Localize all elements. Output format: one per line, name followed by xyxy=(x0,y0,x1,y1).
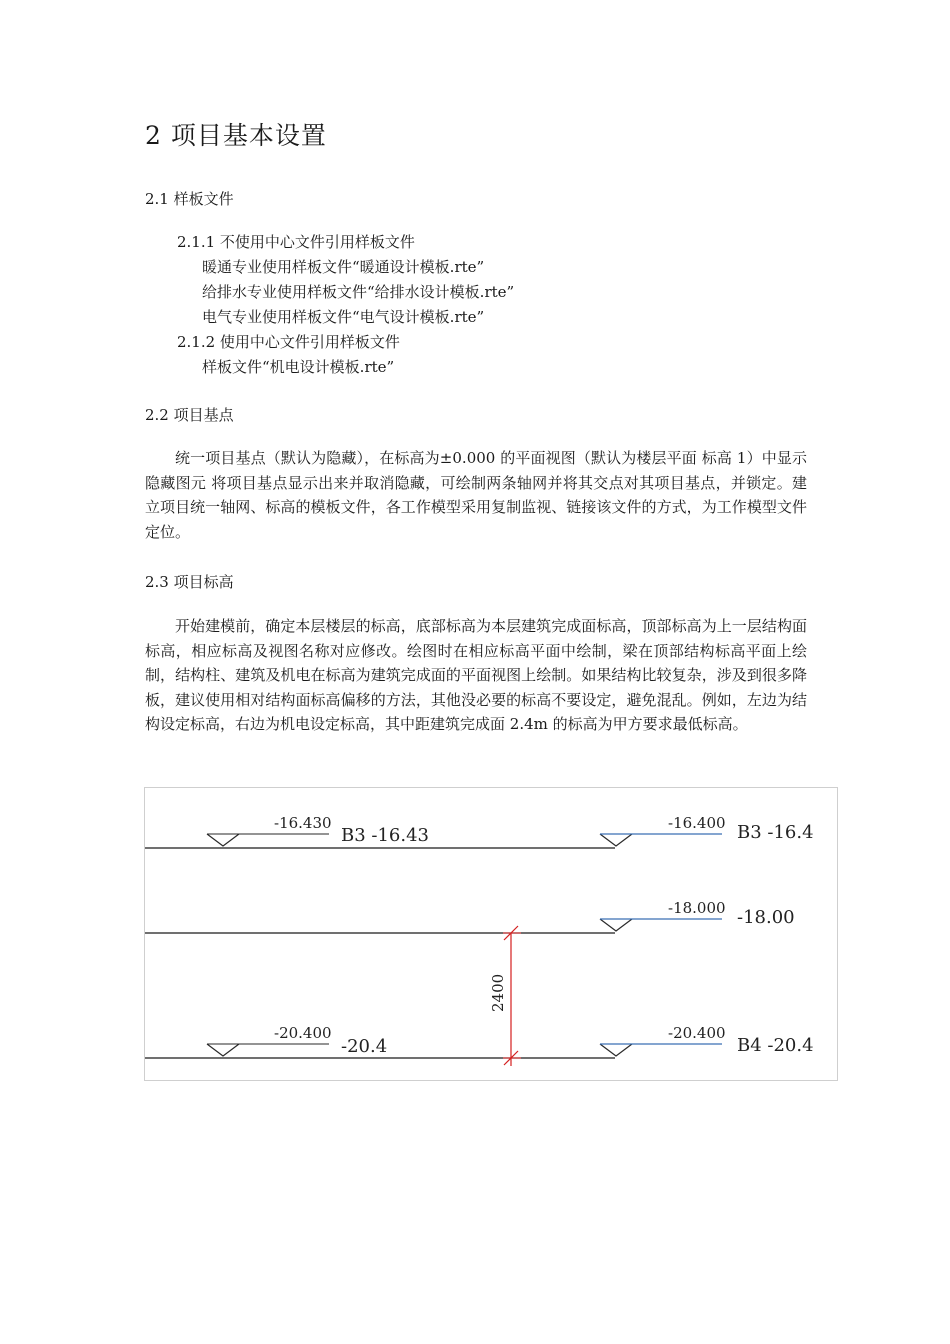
list-item: 样板文件“机电设计模板.rte” xyxy=(202,358,395,376)
level-value-left-b4: -20.400 xyxy=(274,1024,332,1042)
level-marker-right-18 xyxy=(600,919,722,931)
level-value-right-18: -18.000 xyxy=(668,899,726,917)
level-value-left-b3: -16.430 xyxy=(274,814,332,832)
heading-2-1: 2.1 样板文件 xyxy=(145,190,234,208)
level-name-left-b4: -20.4 xyxy=(341,1036,388,1057)
paragraph-levels: 开始建模前，确定本层楼层的标高，底部标高为本层建筑完成面标高，顶部标高为上一层结构面标高，相应标高及视图名称对应修改。绘图时在相应标高平面中绘制，梁在顶部结构标高平面上绘制，结构柱、建筑及机电在标高为建筑完成面的平面视图上绘制。如果结构比较复杂，涉及到很多降板，建议使用相对结构面标高偏移的方法，其他没必要的标高不要设定，避免混乱。例如，左边为结构设定标高，右边为机电设定标高，其中距建筑完成面 2.4m 的标高为甲方要求最低标高。 xyxy=(145,617,807,733)
level-name-right-b4: B4 -20.4 xyxy=(737,1035,814,1056)
dimension-label: 2400 xyxy=(489,973,507,1012)
heading-2-1-1: 2.1.1 不使用中心文件引用样板文件 xyxy=(177,233,415,251)
level-marker-right-b4 xyxy=(600,1044,722,1056)
level-marker-left-b3 xyxy=(207,834,329,846)
level-name-right-18: -18.00 xyxy=(737,907,795,928)
dimension-2400 xyxy=(489,926,521,1066)
heading-2-3: 2.3 项目标高 xyxy=(145,573,234,591)
level-value-right-b3: -16.400 xyxy=(668,814,726,832)
paragraph-base-point: 统一项目基点（默认为隐藏），在标高为±0.000 的平面视图（默认为楼层平面 标高 1）中显示隐藏图元 将项目基点显示出来并取消隐藏，可绘制两条轴网并将其交点对其项目基点，并锁定。建立项目统一轴网、标高的模板文件，各工作模型采用复制监视、链接该文件的方式，为工作模型文件定位。 xyxy=(145,449,807,541)
level-marker-right-b3 xyxy=(600,834,722,846)
heading-2-2: 2.2 项目基点 xyxy=(145,406,234,424)
level-diagram-svg xyxy=(145,788,839,1082)
list-item: 给排水专业使用样板文件“给排水设计模板.rte” xyxy=(202,283,515,301)
heading-2-1-2: 2.1.2 使用中心文件引用样板文件 xyxy=(177,333,400,351)
level-value-right-b4: -20.400 xyxy=(668,1024,726,1042)
list-item: 电气专业使用样板文件“电气设计模板.rte” xyxy=(202,308,485,326)
level-marker-left-b4 xyxy=(207,1044,329,1056)
level-name-left-b3: B3 -16.43 xyxy=(341,825,430,846)
section-title: 2 项目基本设置 xyxy=(145,121,327,150)
level-name-right-b3: B3 -16.4 xyxy=(737,822,814,843)
list-item: 暖通专业使用样板文件“暖通设计模板.rte” xyxy=(202,258,485,276)
level-diagram xyxy=(144,787,838,1081)
